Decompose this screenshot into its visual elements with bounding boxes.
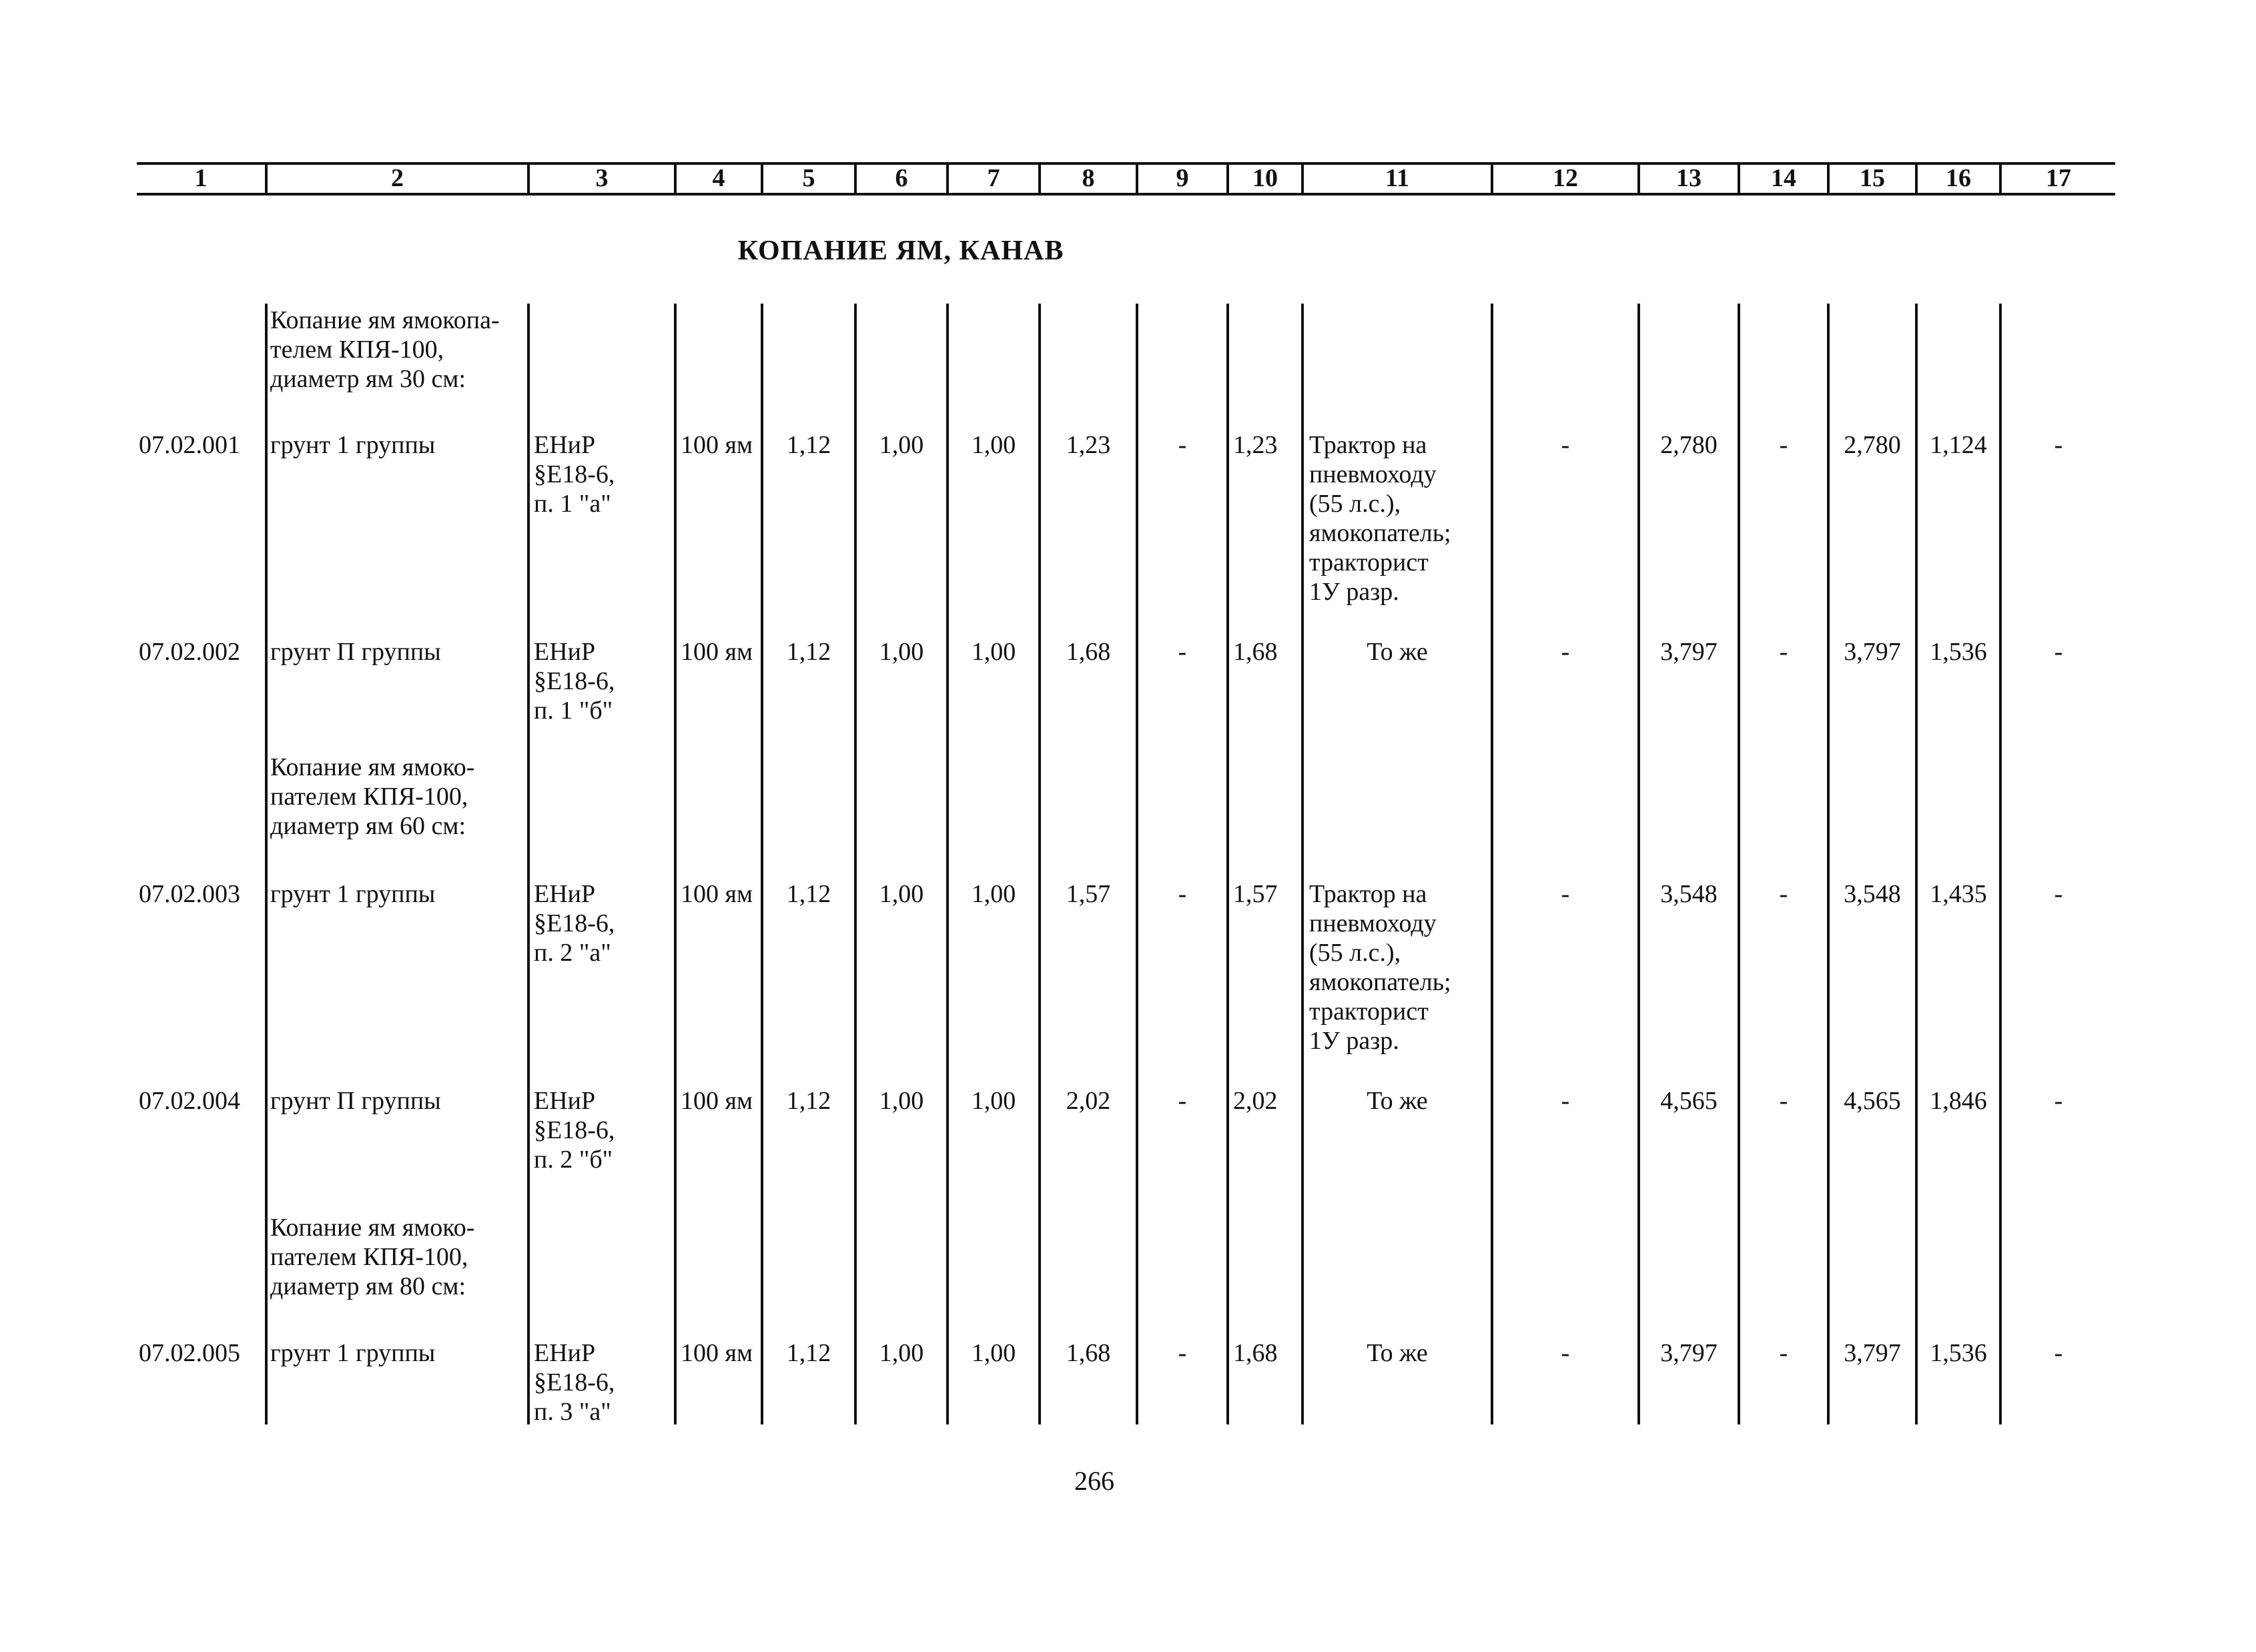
- row-unit: 100 ям: [681, 880, 753, 908]
- cell-col16: 1,846: [1930, 1087, 1987, 1115]
- row-code: 07.02.003: [139, 880, 240, 908]
- machine-line: (55 л.с.),: [1309, 939, 1401, 967]
- cell-col9: -: [1178, 1087, 1187, 1115]
- section-title: КОПАНИЕ ЯМ, КАНАВ: [737, 236, 1064, 266]
- cell-col5: 1,12: [786, 638, 831, 666]
- cell-col13: 3,797: [1660, 1339, 1718, 1367]
- cell-col7: 1,00: [971, 880, 1016, 908]
- cell-col15: 2,780: [1844, 431, 1901, 459]
- table-row: [0, 430, 2256, 606]
- column-rule: [1226, 304, 1229, 1424]
- column-number-1: 1: [194, 164, 208, 192]
- machine-line: (55 л.с.),: [1309, 490, 1401, 518]
- row-code: 07.02.002: [139, 638, 240, 666]
- row-unit: 100 ям: [681, 1339, 753, 1367]
- cell-col12: -: [1561, 880, 1570, 908]
- cell-col12: -: [1561, 1339, 1570, 1367]
- cell-col14: -: [1779, 638, 1788, 666]
- column-rule: [1038, 304, 1041, 1424]
- cell-col15: 4,565: [1844, 1087, 1901, 1115]
- column-number-16: 16: [1946, 164, 1971, 192]
- row-reference: [534, 879, 615, 967]
- group-heading-line: Копание ям ямоко-: [270, 1214, 475, 1242]
- machine-line: Трактор на: [1309, 431, 1427, 459]
- cell-col13: 2,780: [1660, 431, 1718, 459]
- reference-line: ЕНиР: [534, 431, 596, 459]
- cell-col7: 1,00: [971, 1087, 1016, 1115]
- reference-line: п. 2 "б": [534, 1146, 613, 1174]
- cell-col9: -: [1178, 880, 1187, 908]
- reference-line: §Е18-6,: [534, 460, 615, 488]
- machine-line: пневмоходу: [1309, 909, 1437, 937]
- row-name: грунт 1 группы: [270, 880, 436, 908]
- cell-col5: 1,12: [786, 1087, 831, 1115]
- row-machine: То же: [1367, 1339, 1428, 1367]
- cell-col10: 1,23: [1233, 431, 1278, 459]
- group-heading-line: Копание ям ямокопа-: [270, 306, 500, 334]
- column-rule: [674, 304, 677, 1424]
- column-number-15: 15: [1860, 164, 1885, 192]
- reference-line: п. 1 "б": [534, 697, 613, 725]
- cell-col16: 1,435: [1930, 880, 1987, 908]
- column-rule: [946, 304, 949, 1424]
- cell-col14: -: [1779, 431, 1788, 459]
- cell-col7: 1,00: [971, 1339, 1016, 1367]
- cell-col10: 1,68: [1233, 1339, 1278, 1367]
- reference-line: §Е18-6,: [534, 667, 615, 695]
- table-row: [0, 1338, 2256, 1426]
- row-code: 07.02.001: [139, 431, 240, 459]
- cell-col17: -: [2054, 1087, 2063, 1115]
- column-rule: [1827, 304, 1830, 1424]
- cell-col16: 1,536: [1930, 1339, 1987, 1367]
- column-rule: [1999, 304, 2002, 1424]
- cell-col17: -: [2054, 880, 2063, 908]
- cell-col9: -: [1178, 431, 1187, 459]
- column-rule: [1915, 304, 1918, 1424]
- row-machine: То же: [1367, 1087, 1428, 1115]
- reference-line: ЕНиР: [534, 880, 596, 908]
- group-heading-line: Копание ям ямоко-: [270, 753, 475, 781]
- machine-line: 1У разр.: [1309, 578, 1399, 606]
- cell-col14: -: [1779, 880, 1788, 908]
- column-rule: [1637, 304, 1640, 1424]
- cell-col8: 2,02: [1066, 1087, 1111, 1115]
- column-number-11: 11: [1385, 164, 1409, 192]
- row-machine: То же: [1367, 638, 1428, 666]
- group-heading-line: диаметр ям 60 см:: [270, 812, 466, 840]
- row-name: грунт П группы: [270, 1087, 441, 1115]
- column-number-9: 9: [1176, 164, 1189, 192]
- cell-col15: 3,797: [1844, 638, 1901, 666]
- reference-line: §Е18-6,: [534, 1116, 615, 1144]
- cell-col7: 1,00: [971, 638, 1016, 666]
- cell-col6: 1,00: [879, 431, 924, 459]
- group-heading: [270, 753, 517, 841]
- cell-col13: 3,548: [1660, 880, 1718, 908]
- group-heading-line: пателем КПЯ-100,: [270, 1243, 468, 1271]
- cell-col10: 2,02: [1233, 1087, 1278, 1115]
- cell-col8: 1,23: [1066, 431, 1111, 459]
- row-machine: [1309, 430, 1451, 606]
- group-heading: [270, 306, 517, 394]
- row-code: 07.02.005: [139, 1339, 240, 1367]
- cell-col5: 1,12: [786, 1339, 831, 1367]
- cell-col13: 4,565: [1660, 1087, 1718, 1115]
- column-rule: [854, 304, 857, 1424]
- row-name: грунт 1 группы: [270, 431, 436, 459]
- cell-col14: -: [1779, 1339, 1788, 1367]
- cell-col8: 1,68: [1066, 1339, 1111, 1367]
- column-number-12: 12: [1553, 164, 1578, 192]
- column-number-2: 2: [391, 164, 404, 192]
- machine-line: ямокопатель;: [1309, 968, 1451, 996]
- machine-line: тракторист: [1309, 997, 1429, 1025]
- reference-line: п. 1 "а": [534, 490, 611, 518]
- row-name: грунт П группы: [270, 638, 441, 666]
- column-number-3: 3: [595, 164, 609, 192]
- column-number-8: 8: [1082, 164, 1095, 192]
- column-number-4: 4: [712, 164, 725, 192]
- column-number-5: 5: [802, 164, 815, 192]
- group-heading-line: диаметр ям 80 см:: [270, 1272, 466, 1300]
- cell-col6: 1,00: [879, 880, 924, 908]
- group-heading: [270, 1213, 517, 1301]
- cell-col16: 1,124: [1930, 431, 1987, 459]
- column-number-7: 7: [987, 164, 1000, 192]
- table-row: [0, 1086, 2256, 1174]
- reference-line: п. 3 "а": [534, 1398, 611, 1426]
- column-number-10: 10: [1252, 164, 1278, 192]
- column-rule: [1301, 304, 1304, 1424]
- machine-line: тракторист: [1309, 548, 1429, 576]
- reference-line: §Е18-6,: [534, 1368, 615, 1396]
- row-machine: [1309, 879, 1451, 1056]
- cell-col12: -: [1561, 1087, 1570, 1115]
- row-reference: [534, 637, 615, 725]
- reference-line: п. 2 "а": [534, 939, 611, 967]
- header-bottom-rule: [137, 193, 2115, 195]
- reference-line: ЕНиР: [534, 1087, 596, 1115]
- table-row: [0, 637, 2256, 725]
- reference-line: §Е18-6,: [534, 909, 615, 937]
- cell-col6: 1,00: [879, 638, 924, 666]
- machine-line: пневмоходу: [1309, 460, 1437, 488]
- cell-col10: 1,57: [1233, 880, 1278, 908]
- column-rule: [761, 304, 763, 1424]
- cell-col17: -: [2054, 431, 2063, 459]
- row-reference: [534, 1086, 615, 1174]
- row-unit: 100 ям: [681, 1087, 753, 1115]
- cell-col15: 3,548: [1844, 880, 1901, 908]
- group-heading-line: диаметр ям 30 см:: [270, 365, 466, 393]
- column-rule: [265, 304, 268, 1424]
- column-number-17: 17: [2046, 164, 2071, 192]
- row-reference: [534, 1338, 615, 1426]
- cell-col5: 1,12: [786, 431, 831, 459]
- cell-col10: 1,68: [1233, 638, 1278, 666]
- machine-line: ямокопатель;: [1309, 519, 1451, 547]
- cell-col5: 1,12: [786, 880, 831, 908]
- row-name: грунт 1 группы: [270, 1339, 436, 1367]
- column-number-6: 6: [895, 164, 908, 192]
- cell-col9: -: [1178, 638, 1187, 666]
- cell-col13: 3,797: [1660, 638, 1718, 666]
- cell-col14: -: [1779, 1087, 1788, 1115]
- cell-col8: 1,68: [1066, 638, 1111, 666]
- column-rule: [527, 304, 530, 1424]
- machine-line: Трактор на: [1309, 880, 1427, 908]
- column-number-13: 13: [1676, 164, 1702, 192]
- reference-line: ЕНиР: [534, 1339, 596, 1367]
- column-rule: [1136, 304, 1138, 1424]
- column-rule: [1738, 304, 1740, 1424]
- cell-col8: 1,57: [1066, 880, 1111, 908]
- row-unit: 100 ям: [681, 638, 753, 666]
- group-heading-line: телем КПЯ-100,: [270, 336, 444, 364]
- group-heading-line: пателем КПЯ-100,: [270, 783, 468, 811]
- cell-col17: -: [2054, 638, 2063, 666]
- cell-col12: -: [1561, 431, 1570, 459]
- column-rule: [1491, 304, 1493, 1424]
- cell-col9: -: [1178, 1339, 1187, 1367]
- cell-col7: 1,00: [971, 431, 1016, 459]
- cell-col12: -: [1561, 638, 1570, 666]
- cell-col15: 3,797: [1844, 1339, 1901, 1367]
- cell-col16: 1,536: [1930, 638, 1987, 666]
- machine-line: 1У разр.: [1309, 1027, 1399, 1055]
- table-row: [0, 879, 2256, 1055]
- cell-col6: 1,00: [879, 1087, 924, 1115]
- page-number: 266: [1074, 1466, 1114, 1496]
- cell-col17: -: [2054, 1339, 2063, 1367]
- reference-line: ЕНиР: [534, 638, 596, 666]
- cell-col6: 1,00: [879, 1339, 924, 1367]
- row-unit: 100 ям: [681, 431, 753, 459]
- row-code: 07.02.004: [139, 1087, 240, 1115]
- column-number-14: 14: [1771, 164, 1796, 192]
- row-reference: [534, 430, 615, 518]
